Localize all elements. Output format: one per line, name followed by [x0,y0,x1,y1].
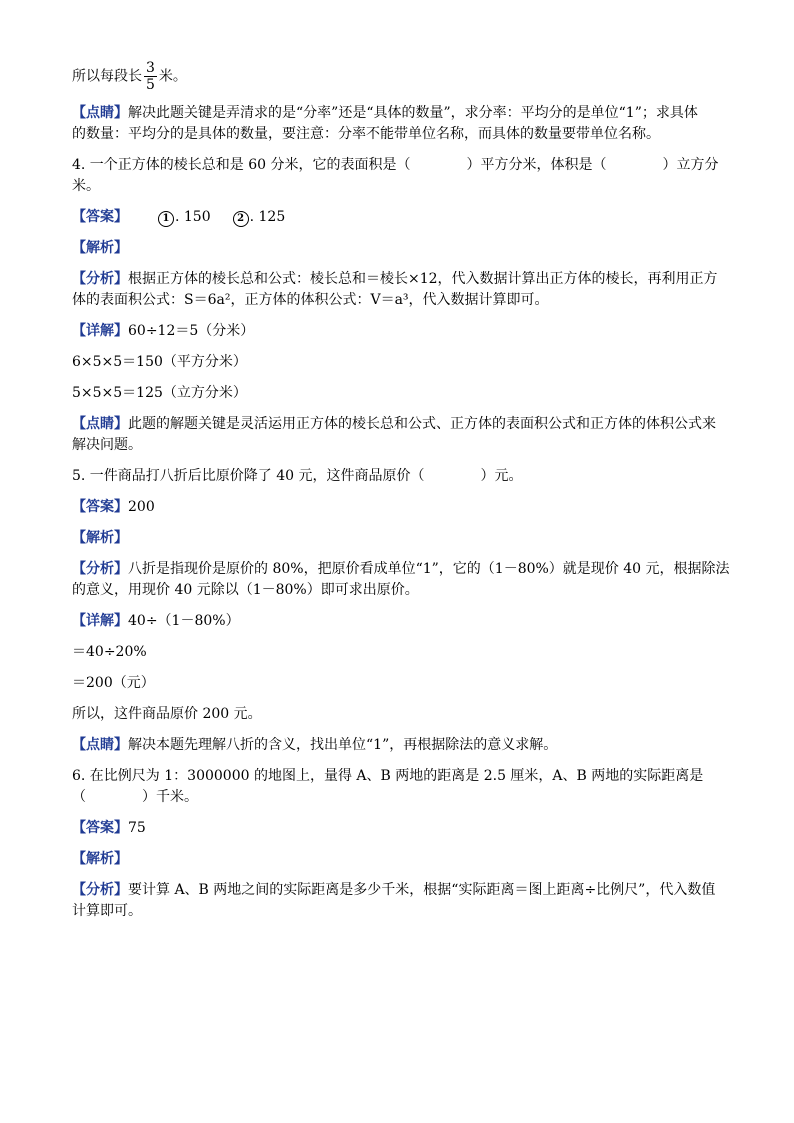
fraction-denominator: 5 [146,77,155,93]
q5-calc-3: ＝200（元） [72,675,155,691]
q4-xiangjie [72,321,724,342]
intro-before: 所以每段长 [72,68,142,85]
q4-calc-3: 5×5×5＝125（立方分米） [72,385,247,401]
intro-line [72,60,724,93]
q6-text-a: （ [72,789,86,805]
prev-dianjing-text1: 解决此题关键是弄清求的是“分率”还是“具体的数量”，求分率：平均分的是单位“1”；求具体 [128,105,698,121]
fraction [144,60,157,93]
q5-text-b: ）元。 [480,468,523,484]
fenxi-tag: 【分析】 [72,271,128,287]
q4-answer [72,207,724,228]
q5-jiexi [72,528,724,549]
q4-answer-2: . 125 [249,209,286,225]
q4-calc-2: 6×5×5＝150（平方分米） [72,354,247,370]
q6-jiexi [72,849,724,870]
fenxi-tag: 【分析】 [72,561,128,577]
answer-tag: 【答案】 [72,209,128,225]
q5-conclusion: 所以，这件商品原价 200 元。 [72,706,262,722]
q6-text-b: ）千米。 [142,789,198,805]
q4-dianjing-line2: 解决问题。 [72,437,142,453]
q5-fenxi-line1 [72,559,730,580]
fraction-numerator: 3 [146,60,155,76]
document-page [72,60,730,922]
q6-question-line1: 6. 在比例尺为 1：3000000 的地图上，量得 A、B 两地的距离是 2.5 厘米，A、B 两地的实际距离是 [72,768,704,784]
intro-after: 米。 [158,68,187,85]
q4-question-line1 [72,155,724,176]
q4-fenxi-text1: 根据正方体的棱长总和公式：棱长总和＝棱长×12，代入数据计算出正方体的棱长，再利用正方 [128,271,718,287]
q4-question-line2: 米。 [72,178,100,194]
q4-jiexi [72,238,724,259]
q4-dianjing-line1 [72,414,724,435]
prev-dianjing-line1 [72,103,724,124]
jiexi-tag: 【解析】 [72,530,128,546]
q6-fenxi-line2: 计算即可。 [72,903,142,919]
q4-text-a: 4. 一个正方体的棱长总和是 60 分米，它的表面积是（ [72,157,411,173]
q4-calc-1: 60÷12＝5（分米） [128,323,255,339]
q5-question [72,466,724,487]
prev-dianjing-line2: 的数量：平均分的是具体的数量，要注意：分率不能带单位名称，而具体的数量要带单位名称。 [72,126,660,142]
dianjing-tag: 【点睛】 [72,737,128,753]
q5-xiangjie [72,611,724,632]
q5-calc-1: 40÷（1－80%） [128,613,240,629]
q4-text-b: ）平方分米，体积是（ [466,157,607,173]
answer-marker-2: 2 [233,211,249,227]
q6-fenxi-line1 [72,880,724,901]
q5-fenxi-line2: 的意义，用现价 40 元除以（1－80%）即可求出原价。 [72,582,419,598]
fenxi-tag: 【分析】 [72,882,128,898]
q5-answer-value: 200 [128,499,155,515]
q6-answer [72,818,724,839]
answer-tag: 【答案】 [72,499,128,515]
q6-question-line2 [72,787,724,808]
jiexi-tag: 【解析】 [72,851,128,867]
dianjing-tag: 【点睛】 [72,416,128,432]
q4-dianjing-text1: 此题的解题关键是灵活运用正方体的棱长总和公式、正方体的表面积公式和正方体的体积公式来 [128,416,716,432]
xiangjie-tag: 【详解】 [72,613,128,629]
q4-fenxi-line2: 体的表面积公式：S＝6a²，正方体的体积公式：V＝a³，代入数据计算即可。 [72,292,549,308]
q5-answer [72,497,724,518]
q4-fenxi-line1 [72,269,724,290]
answer-marker-1: 1 [158,211,174,227]
q5-dianjing [72,735,724,756]
answer-tag: 【答案】 [72,820,128,836]
q6-answer-value: 75 [128,820,146,836]
q5-dianjing-text: 解决本题先理解八折的含义，找出单位“1”，再根据除法的意义求解。 [128,737,558,753]
q6-fenxi-text1: 要计算 A、B 两地之间的实际距离是多少千米，根据“实际距离＝图上距离÷比例尺”，代入数值 [128,882,716,898]
q4-answer-1: . 150 [175,209,211,225]
xiangjie-tag: 【详解】 [72,323,128,339]
q5-text-a: 5. 一件商品打八折后比原价降了 40 元，这件商品原价（ [72,468,425,484]
dianjing-tag: 【点睛】 [72,105,128,121]
q5-fenxi-text1: 八折是指现价是原价的 80%，把原价看成单位“1”，它的（1－80%）就是现价 40 元，根据除法 [128,561,730,577]
q5-calc-2: ＝40÷20% [72,644,147,660]
jiexi-tag: 【解析】 [72,240,128,256]
q4-text-c: ）立方分 [662,157,719,173]
